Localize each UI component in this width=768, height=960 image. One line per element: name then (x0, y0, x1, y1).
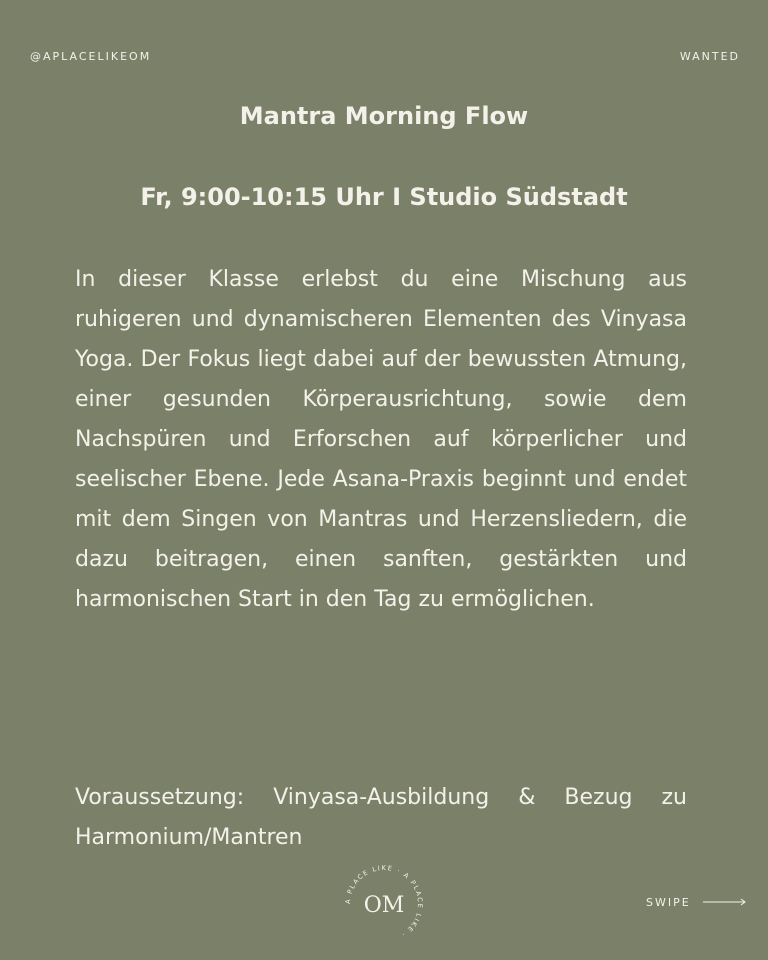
seal-ring-text: A PLACE LIKE · A PLACE LIKE · (343, 863, 425, 940)
swipe-hint[interactable] (646, 896, 747, 909)
swipe-label: SWIPE (646, 896, 691, 909)
requirement-text: Voraussetzung: Vinyasa-Ausbildung & Bezug zu Harmonium/Mantren (75, 785, 687, 850)
seal-monogram: OM (363, 893, 405, 918)
class-description: In dieser Klasse erlebst du eine Mischung aus ruhigeren und dynamischeren Elementen des Vinyasa Yoga. Der Fokus liegt dabei auf der bewussten Atmung, einer gesunden Körperausrichtung, sowie dem Nachspüren und Erforschen auf körperlicher und seelischer Ebene. Jede Asana-Praxis beginnt und endet mit dem Singen von Mantras und Herzensliedern, die dazu beitragen, einen sanften, gestärkten und harmonischen Start in den Tag zu ermöglichen. (75, 267, 687, 612)
instagram-handle: @APLACELIKEOM (30, 50, 152, 63)
wanted-tag: WANTED (679, 50, 740, 63)
arrow-right-icon (703, 896, 747, 909)
brand-seal-logo (340, 860, 428, 948)
class-title: Mantra Morning Flow (239, 102, 529, 130)
class-schedule: Fr, 9:00-10:15 Uhr I Studio Südstadt (140, 183, 628, 211)
